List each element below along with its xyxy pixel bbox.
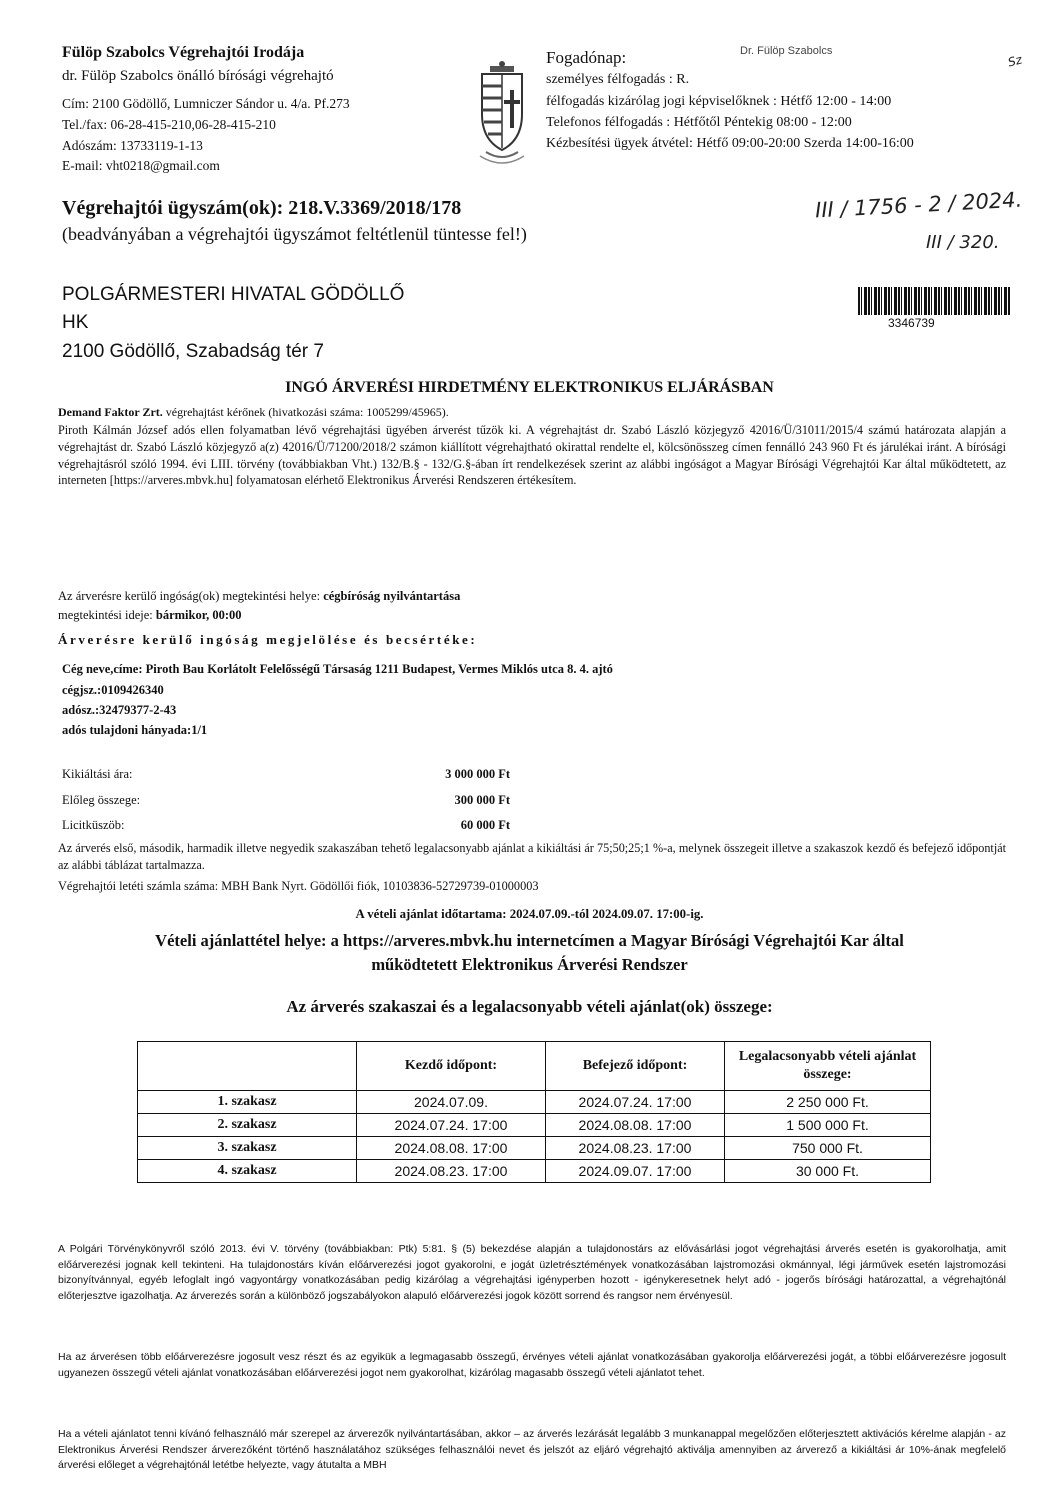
handwritten-reference-1: III / 1756 - 2 / 2024.	[814, 187, 1023, 223]
item-heading: Árverésre kerülő ingóság megjelölése és becsértéke:	[58, 632, 478, 647]
offer-place-line-2: működtetett Elektronikus Árverési Rendszer	[371, 955, 688, 974]
office-official: dr. Fülöp Szabolcs önálló bírósági végrehajtó	[62, 68, 334, 84]
table-row	[138, 1114, 931, 1137]
stage-label: 3. szakasz	[138, 1137, 357, 1160]
stage-start: 2024.07.09.	[357, 1091, 546, 1114]
item-tax-number: adósz.:32479377-2-43	[62, 703, 177, 717]
header-stage	[138, 1042, 357, 1091]
stage-min-offer: 30 000 Ft.	[725, 1160, 931, 1183]
hungarian-crest-icon	[472, 60, 532, 170]
header-min-offer: Legalacsonyabb vételi ajánlat összege:	[725, 1042, 931, 1091]
stages-title: Az árverés szakaszai és a legalacsonyabb vételi ajánlat(ok) összege:	[286, 997, 773, 1016]
barcode-number: 3346739	[888, 316, 935, 330]
reception-title: Fogadónap:	[546, 48, 627, 67]
table-row	[138, 1160, 931, 1183]
table-row	[138, 1091, 931, 1114]
office-block	[62, 44, 482, 174]
reception-delivery: Kézbesítési ügyek átvétel: Hétfő 09:00-20:00 Szerda 14:00-16:00	[546, 136, 914, 151]
item-registration-number: cégjsz.:0109426340	[62, 683, 164, 697]
fine-print-paragraph-1: A Polgári Törvénykönyvről szóló 2013. évi V. törvény (továbbiakban: Ptk) 5:81. § (5) bekezdése alapján a tulajdonostárs az elővásárlási jogot végrehajtási árverés esetén is gyakorolhatja, amit előárverezési jognak kell tekinteni. Ha tulajdonostárs kíván előárverezési jogot gyakorolni, e jogát üzletrésztémények vonatkozásában lajstromozási okmánnyal, légi járművek esetén lajstromozási bizonyítvánnyal, egyéb lefoglalt ingó vagyontárgy vonatkozásában pedig kizárólag a végrehajtási igényperben hozott - igénykeresetnek helyt adó - jogerős bírósági határozattal, a végrehajtónál előterjesztve igazolhatja. Az árverezés során a különböző jogszabályokon alapuló előárverezési jogok között sorrend és rangsor nem érvényesül.	[58, 1243, 1006, 1302]
stage-end: 2024.07.24. 17:00	[546, 1091, 725, 1114]
stage-rules-text: Az árverés első, második, harmadik illetve negyedik szakaszában tehető legalacsonyabb ajánlat a kikiáltási ár 75;50;25;1 %-a, melynek összegeit illetve a szakaszok kezdő és befejező időpontját az alábbi táblázat tartalmazza.	[58, 841, 1006, 872]
reception-block	[546, 48, 1016, 158]
item-ownership-share: adós tulajdoni hányada:1/1	[62, 723, 208, 737]
price-value: 3 000 000 Ft	[445, 767, 510, 781]
initials-signature: Sz	[1006, 52, 1024, 70]
stage-label: 4. szakasz	[138, 1160, 357, 1183]
fine-print-paragraph-3: Ha a vételi ajánlatot tenni kívánó felhasználó már szerepel az árverezők nyilvántartásában, akkor – az árverés lezárását legalább 3 munkanappal megelőzően előterjesztett aktivációs kérelme alapján - az Elektronikus Árverési Rendszer árverezőként történő használatához szükséges felhasználói nevet és jelszót az eljáró végrehajtó aktiválja amennyiben az árverező a kikiáltási ár 10%-ának megfelelő árverési előleget a végrehajtónál letétbe helyezte, vagy átutalta a MBH	[58, 1428, 1006, 1471]
item-company: Cég neve,címe: Piroth Bau Korlátolt Felelősségű Társaság 1211 Budapest, Vermes Miklós utca 8. 4. ajtó	[62, 662, 613, 676]
stages-table	[137, 1041, 931, 1183]
barcode-icon	[858, 287, 1010, 315]
received-stamp: Dr. Fülöp Szabolcs	[740, 45, 833, 57]
stage-min-offer: 2 250 000 Ft.	[725, 1091, 931, 1114]
table-row	[138, 1137, 931, 1160]
recipient-department: HK	[62, 312, 89, 333]
deposit-label: Előleg összege:	[62, 793, 141, 807]
office-tax-number: Adószám: 13733119-1-13	[62, 138, 203, 153]
reception-phone: Telefonos félfogadás : Hétfőtől Péntekig 08:00 - 12:00	[546, 115, 852, 130]
case-number: Végrehajtói ügyszám(ok): 218.V.3369/2018/178	[62, 197, 462, 219]
recipient-address: 2100 Gödöllő, Szabadság tér 7	[62, 341, 324, 362]
offer-place-line-1: Vételi ajánlattétel helye: a https://arveres.mbvk.hu internetcímen a Magyar Bírósági Végrehajtói Kar által	[155, 931, 904, 950]
inspection-place-value: cégbíróság nyilvántartása	[323, 589, 461, 603]
stage-start: 2024.08.23. 17:00	[357, 1160, 546, 1183]
bid-increment-label: Licitküszöb:	[62, 818, 125, 832]
offer-period: A vételi ajánlat időtartama: 2024.07.09.-tól 2024.09.07. 17:00-ig.	[355, 907, 704, 921]
stage-label: 1. szakasz	[138, 1091, 357, 1114]
stage-label: 2. szakasz	[138, 1114, 357, 1137]
fine-print-paragraph-2: Ha az árverésen több előárverezésre jogosult vesz részt és az egyikük a legmagasabb összegű, érvényes vételi ajánlat vonatkozásában gyakorolja előárverezési jogát, a többi előárverezésre jogosult ugyanezen összegű vételi ajánlat vonatkozásában előárverezési jogot nem gyakorolhat, kizárólag magasabb összegű vételi ajánlatot tehet.	[58, 1351, 1006, 1379]
intro-paragraph-1	[58, 404, 1006, 421]
inspection-time-label: megtekintési ideje:	[58, 608, 156, 622]
handwritten-reference-2: III / 320.	[926, 232, 1000, 253]
inspection-place-label: Az árverésre kerülő ingóság(ok) megtekintési helye:	[58, 589, 324, 603]
recipient-name: POLGÁRMESTERI HIVATAL GÖDÖLLŐ	[62, 284, 405, 305]
stage-min-offer: 750 000 Ft.	[725, 1137, 931, 1160]
stage-start: 2024.08.08. 17:00	[357, 1137, 546, 1160]
intro-paragraph-2: Piroth Kálmán József adós ellen folyamatban lévő végrehajtási ügyében árverést tűzök ki. A végrehajtást dr. Szabó László közjegyző 42016/Ü/31011/2015/4 számú határozata alapján a végrehajtást dr. Szabó László közjegyző a(z) 42016/Ü/71200/2018/2 számon kiállított végrehajtható okirattal rendelte el, kölcsönösszeg címen fennálló 243 960 Ft és járulékai iránt. A bírósági végrehajtásról szóló 1994. évi LIII. törvény (továbbiakban Vht.) 132/B.§ - 132/G.§-ában írt rendelkezések szerint az alábbi ingóságot a Magyar Bírósági Végrehajtói Kar által működtetett, az interneten [https://arveres.mbvk.hu] folyamatosan elérhető Elektronikus Árverési Rendszeren értékesítem.	[58, 423, 1006, 488]
stages-table-header	[138, 1042, 931, 1091]
inspection-place	[58, 589, 460, 604]
inspection-time-value: bármikor, 00:00	[155, 608, 242, 622]
reception-personal: személyes félfogadás : R.	[546, 72, 690, 87]
stage-min-offer: 1 500 000 Ft.	[725, 1114, 931, 1137]
header-end: Befejező időpont:	[546, 1042, 725, 1091]
inspection-time	[58, 608, 242, 623]
stage-end: 2024.08.23. 17:00	[546, 1137, 725, 1160]
reception-legal: félfogadás kizárólag jogi képviselőknek : Hétfő 12:00 - 14:00	[546, 94, 892, 109]
notice-title: INGÓ ÁRVERÉSI HIRDETMÉNY ELEKTRONIKUS ELJÁRÁSBAN	[285, 379, 774, 396]
price-label: Kikiáltási ára:	[62, 767, 133, 781]
stage-end: 2024.08.08. 17:00	[546, 1114, 725, 1137]
escrow-account: Végrehajtói letéti számla száma: MBH Bank Nyrt. Gödöllői fiók, 10103836-52729739-01000003	[58, 879, 539, 893]
office-address: Cím: 2100 Gödöllő, Lumniczer Sándor u. 4/a. Pf.273	[62, 96, 350, 111]
office-name: Fülöp Szabolcs Végrehajtói Irodája	[62, 44, 305, 61]
creditor-reference: végrehajtást kérőnek (hivatkozási száma: 1005299/45965).	[162, 405, 449, 419]
stage-start: 2024.07.24. 17:00	[357, 1114, 546, 1137]
office-phone: Tel./fax: 06-28-415-210,06-28-415-210	[62, 117, 276, 132]
case-note: (beadványában a végrehajtói ügyszámot feltétlenül tüntesse fel!)	[62, 224, 527, 244]
header-start: Kezdő időpont:	[357, 1042, 546, 1091]
stage-end: 2024.09.07. 17:00	[546, 1160, 725, 1183]
office-email: E-mail: vht0218@gmail.com	[62, 158, 220, 173]
bid-increment-value: 60 000 Ft	[460, 818, 510, 832]
creditor-name: Demand Faktor Zrt.	[58, 405, 163, 419]
deposit-value: 300 000 Ft	[454, 793, 510, 807]
